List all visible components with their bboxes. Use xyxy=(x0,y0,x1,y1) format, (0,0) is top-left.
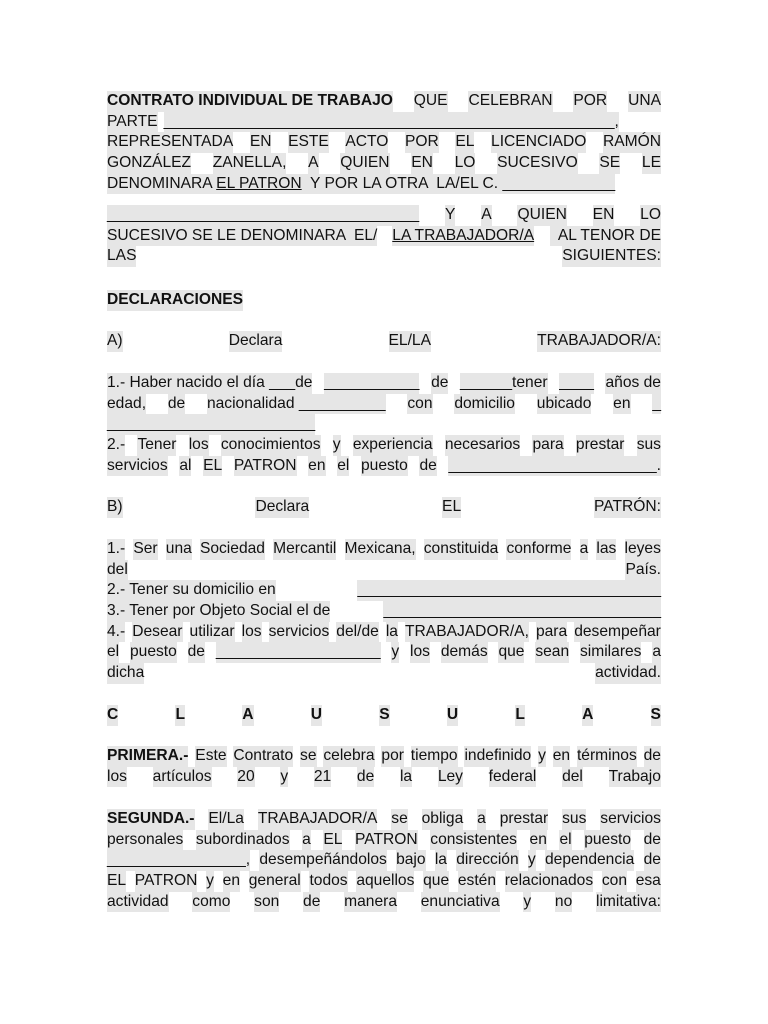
word: Declara xyxy=(255,497,309,518)
word: términos xyxy=(577,746,637,767)
contract-title: CONTRATO INDIVIDUAL DE TRABAJO xyxy=(107,91,393,112)
text-line xyxy=(107,394,661,415)
word: dicha xyxy=(107,663,144,684)
word: PATRON xyxy=(234,456,297,477)
word: Este xyxy=(195,746,226,767)
word: general xyxy=(249,871,301,892)
word: con xyxy=(602,871,627,892)
word: 21 xyxy=(314,767,331,788)
word: 4.- xyxy=(107,622,125,643)
word: EL/LA xyxy=(389,331,431,352)
word: del xyxy=(562,767,583,788)
clause-segunda xyxy=(107,809,661,912)
word: de xyxy=(188,642,205,663)
word: EL xyxy=(203,456,222,477)
word: de xyxy=(644,746,661,767)
word: puesto xyxy=(584,830,631,851)
word: PATRON xyxy=(355,830,418,851)
word: en xyxy=(613,394,630,415)
word: RAMÓN xyxy=(603,132,661,153)
blank-line: ___________________________________ xyxy=(357,580,661,601)
word: una xyxy=(166,539,192,560)
word: LAS xyxy=(107,246,136,267)
word: A) xyxy=(107,331,123,352)
word: en xyxy=(553,746,570,767)
text-line xyxy=(107,539,661,560)
word: se xyxy=(300,746,316,767)
word: se xyxy=(391,809,407,830)
word: que xyxy=(498,642,524,663)
word: y xyxy=(538,746,546,767)
word: el xyxy=(337,456,349,477)
word: PATRON xyxy=(135,871,198,892)
intro-paragraph xyxy=(107,91,661,194)
letter: S xyxy=(379,705,389,726)
word: artículos xyxy=(153,767,212,788)
word: LO xyxy=(455,153,476,174)
word: Declara xyxy=(229,331,283,352)
text-line xyxy=(107,132,661,153)
text-line xyxy=(107,850,661,871)
word: EL xyxy=(323,830,342,851)
word: las xyxy=(596,539,616,560)
word: conocimientos xyxy=(221,435,321,456)
word: ubicado xyxy=(537,394,592,415)
word: Ser xyxy=(133,539,157,560)
word: edad, xyxy=(107,394,146,415)
word: a xyxy=(302,830,311,851)
word: ___________ xyxy=(324,373,419,394)
word: a xyxy=(580,539,589,560)
letter: S xyxy=(651,705,661,726)
text-line xyxy=(107,871,661,892)
word: no xyxy=(555,892,572,913)
text-line xyxy=(107,174,661,195)
text-line xyxy=(107,663,661,684)
text-line xyxy=(107,246,661,267)
text-line xyxy=(107,767,661,788)
word: y xyxy=(206,871,214,892)
word: demás xyxy=(441,642,488,663)
word: ____ xyxy=(559,373,594,394)
word: la xyxy=(400,767,412,788)
word: PARTE xyxy=(107,112,158,133)
word: TRABAJADOR/A xyxy=(258,809,378,830)
letter: A xyxy=(242,705,253,726)
word: SUCESIVO xyxy=(497,153,578,174)
word: UNA xyxy=(628,91,661,112)
word: esa xyxy=(636,871,661,892)
word: el xyxy=(107,642,119,663)
text-line xyxy=(107,331,661,352)
word: EL xyxy=(455,132,474,153)
word: de xyxy=(431,373,448,394)
word: EL xyxy=(107,871,126,892)
clause-label: PRIMERA.- xyxy=(107,746,188,767)
letter: A xyxy=(582,705,593,726)
letter: U xyxy=(447,705,458,726)
word: SIGUIENTES: xyxy=(562,246,661,267)
word: y xyxy=(280,767,288,788)
blank-line: ________________, xyxy=(107,850,250,871)
word: Y POR LA OTRA LA/EL C. _____________ xyxy=(302,174,616,195)
word: a xyxy=(477,809,486,830)
word: PATRÓN: xyxy=(594,497,661,518)
word: servicios xyxy=(269,622,330,643)
word: son xyxy=(254,892,279,913)
word: en xyxy=(530,830,547,851)
word: al xyxy=(179,456,191,477)
el-patron-underlined: EL PATRON xyxy=(216,174,302,195)
text-line xyxy=(107,809,661,830)
word: que xyxy=(423,871,449,892)
word: subordinados xyxy=(196,830,290,851)
word: la xyxy=(386,622,398,643)
word: servicios xyxy=(600,809,661,830)
word: de xyxy=(357,767,374,788)
word: similares xyxy=(580,642,642,663)
word: leyes xyxy=(625,539,661,560)
text-line xyxy=(107,91,661,112)
section-a-heading xyxy=(107,331,661,352)
word: QUIEN xyxy=(517,205,566,226)
word: del/de xyxy=(336,622,379,643)
word: manera xyxy=(344,892,397,913)
word: los xyxy=(107,767,127,788)
text-line xyxy=(107,456,661,477)
word: desempeñar xyxy=(574,622,661,643)
text-line xyxy=(107,642,661,663)
clause-label: SEGUNDA.- xyxy=(107,809,195,830)
text-line xyxy=(107,112,661,133)
word: País. xyxy=(625,560,661,581)
word: 3.- Tener por Objeto Social el de xyxy=(107,601,330,622)
word: EN xyxy=(411,153,433,174)
word: limitativa: xyxy=(596,892,661,913)
word: años de xyxy=(605,373,661,394)
word: Mexicana, xyxy=(345,539,416,560)
word: ACTO xyxy=(345,132,388,153)
word: Y xyxy=(445,205,455,226)
word: obliga xyxy=(422,809,464,830)
word: TRABAJADOR/A, xyxy=(405,622,529,643)
word: AL TENOR DE xyxy=(550,226,661,247)
word: puesto xyxy=(361,456,408,477)
blank-line: ________________________________ xyxy=(383,601,661,622)
heading-text: DECLARACIONES xyxy=(107,290,243,311)
word: para xyxy=(532,435,563,456)
word: consistentes xyxy=(430,830,517,851)
text-line xyxy=(107,414,661,435)
word: QUIEN xyxy=(340,153,389,174)
word: con xyxy=(407,394,432,415)
word: 20 xyxy=(237,767,254,788)
blank-line: ________________________ xyxy=(107,414,315,435)
word: El/La xyxy=(208,809,244,830)
declaration-b4 xyxy=(107,622,661,643)
word: EL xyxy=(442,497,461,518)
word: en xyxy=(308,456,325,477)
word: domicilio xyxy=(454,394,515,415)
text-line xyxy=(107,892,661,913)
text-line xyxy=(107,153,661,174)
word: aquellos xyxy=(356,871,414,892)
word: dependencia xyxy=(545,850,634,871)
word: de xyxy=(303,892,320,913)
word: enunciativa xyxy=(421,892,500,913)
text-line xyxy=(107,290,661,311)
word: nacionalidad __________ xyxy=(207,394,386,415)
word: conforme xyxy=(506,539,571,560)
clause-primera xyxy=(107,746,661,787)
text-line xyxy=(107,435,661,456)
word: desempeñándolos xyxy=(259,850,386,871)
word: _ xyxy=(652,394,661,415)
word: y xyxy=(523,892,531,913)
word: estén xyxy=(458,871,496,892)
word: bajo xyxy=(396,850,425,871)
word: experiencia xyxy=(353,435,433,456)
word: A xyxy=(481,205,491,226)
word: de xyxy=(419,456,436,477)
word: Tener xyxy=(137,435,176,456)
word: 2.- xyxy=(107,435,125,456)
word: QUE xyxy=(414,91,448,112)
word: dirección xyxy=(456,850,518,871)
word: LE xyxy=(642,153,661,174)
blank-line: ____________________________________ xyxy=(107,205,419,226)
blank-line: ___________________ xyxy=(216,642,381,663)
word: y xyxy=(391,642,399,663)
blank-line: ____________________________________________________, xyxy=(164,112,619,133)
word: de xyxy=(168,394,185,415)
word: Contrato xyxy=(233,746,293,767)
word: constituida xyxy=(424,539,499,560)
word: los xyxy=(189,435,209,456)
word: del xyxy=(107,560,128,581)
worker-paragraph xyxy=(107,205,661,267)
word: DENOMINARA xyxy=(107,174,216,195)
letter: L xyxy=(175,705,185,726)
text-line xyxy=(107,226,661,247)
declaration-a1 xyxy=(107,373,661,435)
word: ______tener xyxy=(460,373,548,394)
text-line xyxy=(107,497,661,518)
word: los xyxy=(410,642,430,663)
word: B) xyxy=(107,497,123,518)
declaration-b1 xyxy=(107,539,661,684)
word: celebra xyxy=(323,746,374,767)
word: la xyxy=(435,850,447,871)
word: SE xyxy=(599,153,620,174)
word: EN xyxy=(593,205,615,226)
text-line xyxy=(107,830,661,851)
word: de xyxy=(644,830,661,851)
word: Trabajo xyxy=(609,767,661,788)
word: a xyxy=(652,642,661,663)
text-line xyxy=(107,373,661,394)
word: tiempo xyxy=(411,746,458,767)
word: TRABAJADOR/A: xyxy=(537,331,661,352)
word: Desear xyxy=(132,622,182,643)
text-line xyxy=(107,560,661,581)
letter: L xyxy=(515,705,525,726)
word: ZANELLA, xyxy=(213,153,287,174)
letter: U xyxy=(311,705,322,726)
word: 1.- Haber nacido el día ___de xyxy=(107,373,312,394)
word: SUCESIVO SE LE DENOMINARA EL/ xyxy=(107,226,377,247)
declaration-b3 xyxy=(107,601,661,622)
word: actividad. xyxy=(595,663,661,684)
word: actividad xyxy=(107,892,169,913)
word: EN xyxy=(250,132,272,153)
word: Mercantil xyxy=(273,539,336,560)
word: A xyxy=(308,153,318,174)
word: 1.- xyxy=(107,539,125,560)
word: Sociedad xyxy=(200,539,265,560)
word: prestar xyxy=(576,435,625,456)
word: indefinido xyxy=(464,746,531,767)
word: y xyxy=(528,850,536,871)
word: necesarios xyxy=(445,435,520,456)
word: 2.- Tener su domicilio en xyxy=(107,580,276,601)
word: por xyxy=(381,746,404,767)
word: los xyxy=(242,622,262,643)
declaration-a2 xyxy=(107,435,661,476)
word: puesto xyxy=(130,642,177,663)
la-trabajador-underlined: LA TRABAJADOR/A xyxy=(392,226,534,247)
word: en xyxy=(223,871,240,892)
word: como xyxy=(192,892,230,913)
text-line xyxy=(107,705,661,726)
word: POR xyxy=(405,132,439,153)
word: GONZÁLEZ xyxy=(107,153,191,174)
declaraciones-heading xyxy=(107,290,661,311)
blank-line: ________________________. xyxy=(448,456,660,477)
word: todos xyxy=(309,871,347,892)
word: relacionados xyxy=(505,871,593,892)
word: sus xyxy=(637,435,661,456)
word: para xyxy=(536,622,567,643)
word: LICENCIADO xyxy=(491,132,586,153)
declaration-b2 xyxy=(107,580,661,601)
word: personales xyxy=(107,830,183,851)
word: Ley xyxy=(438,767,463,788)
word: sean xyxy=(535,642,569,663)
letter: C xyxy=(107,705,118,726)
word: CELEBRAN xyxy=(468,91,552,112)
word: sus xyxy=(562,809,586,830)
word: REPRESENTADA xyxy=(107,132,233,153)
word: LO xyxy=(640,205,661,226)
word: el xyxy=(559,830,571,851)
word: servicios xyxy=(107,456,168,477)
text-line xyxy=(107,205,661,226)
word: POR xyxy=(573,91,607,112)
word: ESTE xyxy=(288,132,329,153)
clausulas-heading xyxy=(107,705,661,726)
section-b-heading xyxy=(107,497,661,518)
word: prestar xyxy=(500,809,549,830)
word: utilizar xyxy=(190,622,235,643)
word: federal xyxy=(489,767,537,788)
text-line xyxy=(107,746,661,767)
word: de xyxy=(644,850,661,871)
word: y xyxy=(333,435,341,456)
